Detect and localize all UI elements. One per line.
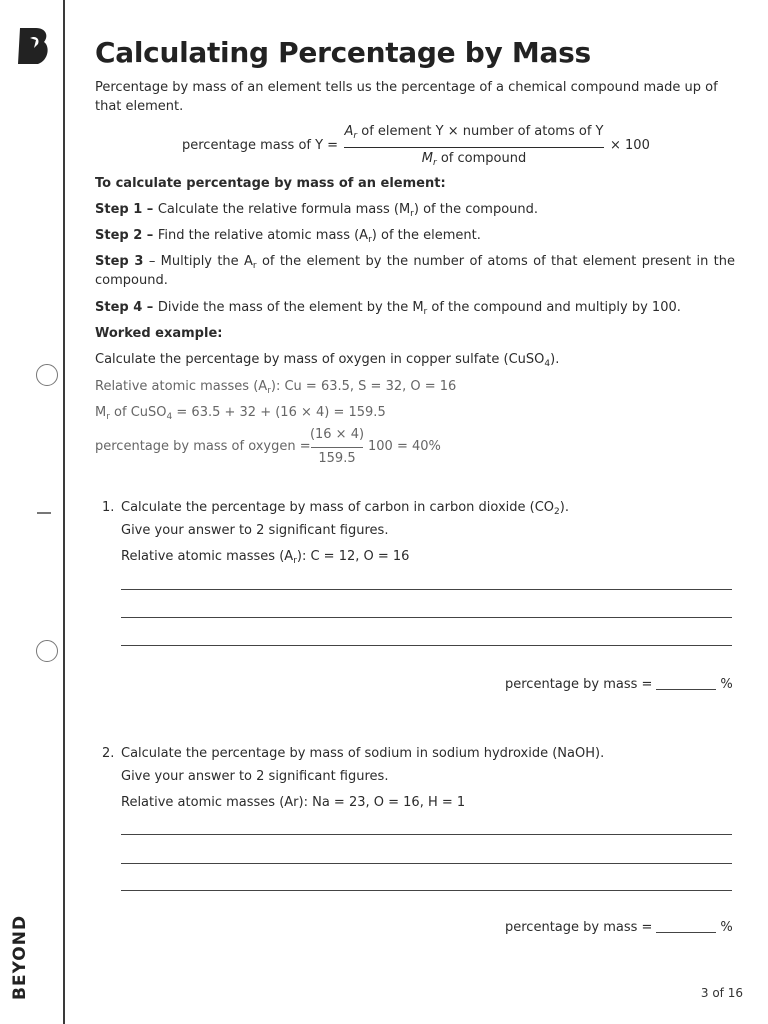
binder-hole-icon — [36, 364, 58, 386]
answer-line[interactable] — [121, 589, 732, 590]
question-2-answer: percentage by mass = % — [505, 920, 733, 935]
question-1-instruction: Give your answer to 2 significant figures. — [121, 523, 389, 538]
question-2-atomic-masses: Relative atomic masses (Ar): Na = 23, O = 16, H = 1 — [121, 795, 466, 810]
answer-line[interactable] — [121, 890, 732, 891]
step-4: Step 4 – Divide the mass of the element by the $M_r$ of the compound and multiply by 100. — [95, 300, 681, 317]
step-3: Step 3 – Multiply the $A_r$ of the element by the number of atoms of that element present in the compound. — [95, 254, 735, 288]
page-number: 3 of 16 — [700, 986, 743, 1000]
worked-mr: $M_r$ of CuSO$_4$ = 63.5 + 32 + (16 × 4) = 159.5 — [95, 405, 386, 422]
fold-mark — [37, 512, 51, 514]
howto-heading: To calculate percentage by mass of an element: — [95, 176, 446, 191]
binder-hole-icon — [36, 640, 58, 662]
worked-calc-rhs: 100 = 40% — [368, 439, 441, 454]
formula-rhs: × 100 — [610, 138, 650, 153]
question-1-answer: percentage by mass = % — [505, 677, 733, 692]
question-1-number: 1. — [102, 500, 115, 515]
step-1: Step 1 – Calculate the relative formula mass $(M_r)$ of the compound. — [95, 202, 539, 219]
beyond-logo-icon — [16, 26, 50, 66]
worked-heading: Worked example: — [95, 326, 223, 341]
worked-question: Calculate the percentage by mass of oxygen in copper sulfate (CuSO$_4$). — [95, 352, 560, 369]
formula-fraction-line — [344, 147, 604, 148]
question-1-text: Calculate the percentage by mass of carbon in carbon dioxide $(CO_2)$. — [121, 500, 569, 517]
worked-calc-lhs: percentage by mass of oxygen = — [95, 439, 311, 454]
formula-lhs: percentage mass of Y = — [182, 138, 339, 153]
worked-atomic-masses: Relative atomic masses $(A_r)$: Cu = 63.5, S = 32, O = 16 — [95, 379, 457, 396]
brand-label: BEYOND — [10, 914, 30, 1000]
answer-line[interactable] — [121, 863, 732, 864]
question-2-text: Calculate the percentage by mass of sodium in sodium hydroxide (NaOH). — [121, 746, 605, 761]
intro-text: Percentage by mass of an element tells us the percentage of a chemical compound made up of that element. — [95, 80, 718, 114]
margin-rule — [63, 0, 65, 1024]
worked-calculation — [95, 427, 495, 471]
answer-line[interactable] — [121, 617, 732, 618]
question-1-atomic-masses: Relative atomic masses $(A_r)$: C = 12, O = 16 — [121, 549, 410, 566]
worked-calc-fraction-line — [311, 447, 363, 448]
formula-denominator: $M_r$ of compound — [421, 151, 527, 168]
worked-calc-numerator: (16 × 4) — [309, 427, 365, 442]
answer-blank[interactable] — [656, 921, 716, 933]
worked-calc-denominator: 159.5 — [318, 451, 356, 466]
step-2: Step 2 – Find the relative atomic mass $(A_r)$ of the element. — [95, 228, 481, 245]
formula-numerator: $A_r$ of element Y × number of atoms of Y — [344, 124, 604, 141]
answer-blank[interactable] — [656, 678, 716, 690]
question-2-number: 2. — [102, 746, 115, 761]
question-2-instruction: Give your answer to 2 significant figures. — [121, 769, 389, 784]
answer-line[interactable] — [121, 834, 732, 835]
answer-line[interactable] — [121, 645, 732, 646]
page-title: Calculating Percentage by Mass — [95, 36, 591, 69]
formula — [182, 124, 662, 172]
